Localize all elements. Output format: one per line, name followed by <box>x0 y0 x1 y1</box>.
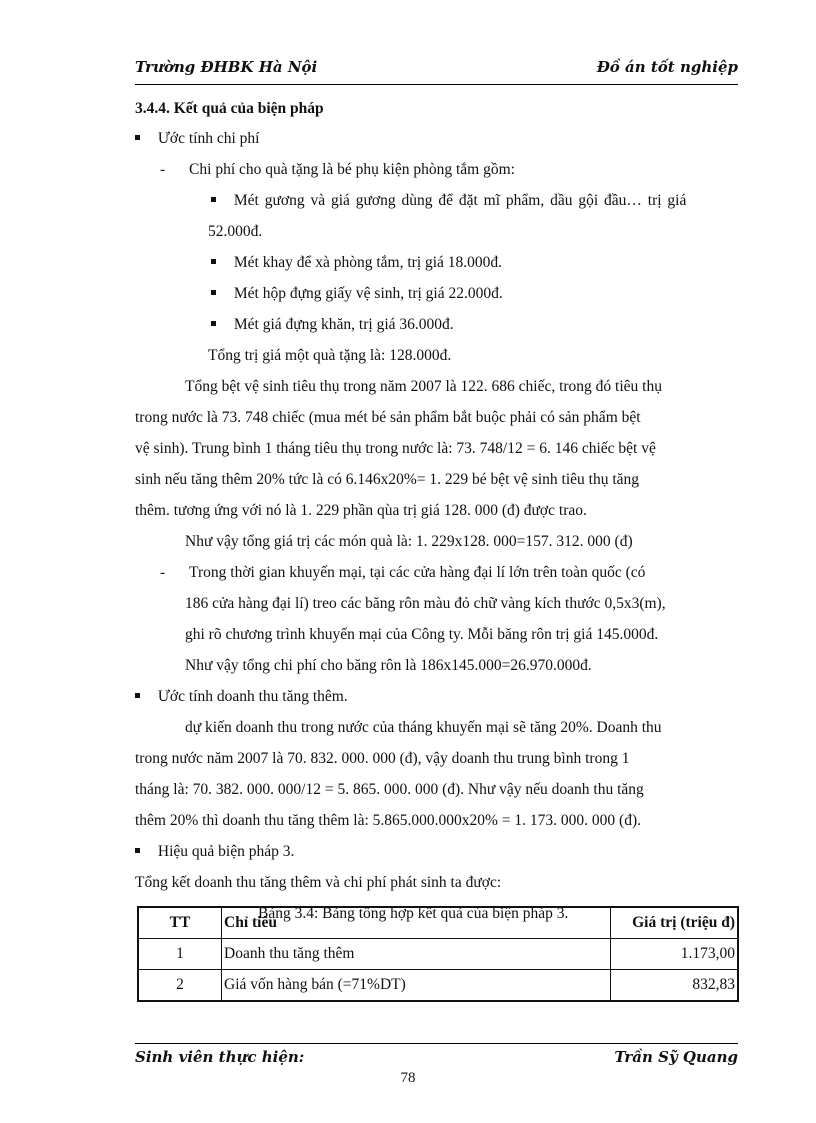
sub-item-tissue-box: Mét hộp đựng giấy vệ sinh, trị giá 22.000đ. <box>211 285 503 303</box>
dash-banner-line3: ghi rõ chương trình khuyến mại của Công ty. Mỗi băng rôn trị giá 145.000đ. <box>185 626 659 643</box>
para3-line4: thêm 20% thì doanh thu tăng thêm là: 5.865.000.000x20% = 1. 173. 000. 000 (đ). <box>135 812 641 829</box>
dash-gift-cost: - Chi phí cho quà tặng là bé phụ kiện phòng tắm gồm: <box>160 161 515 178</box>
para3-line3: tháng là: 70. 382. 000. 000/12 = 5. 865. 000. 000 (đ). Như vậy nếu doanh thu tăng <box>135 781 644 798</box>
dash-banner-line1: - Trong thời gian khuyến mại, tại các cửa hàng đại lí lớn trên toàn quốc (có <box>160 564 646 581</box>
table-row <box>138 970 738 1002</box>
dash-bullet-icon: - <box>160 161 166 178</box>
bullet-effectiveness: Hiệu quả biện pháp 3. <box>135 843 294 861</box>
bullet-cost: Ước tính chi phí <box>135 130 259 148</box>
square-bullet-icon <box>211 290 216 295</box>
square-bullet-icon <box>135 693 140 698</box>
summary-line: Tổng kết doanh thu tăng thêm và chi phí phát sinh ta được: <box>135 874 502 891</box>
page-number: 78 <box>400 1070 416 1086</box>
bullet-revenue: Ước tính doanh thu tăng thêm. <box>135 688 348 706</box>
para2-total-gift: Như vậy tổng giá trị các món quà là: 1. 229x128. 000=157. 312. 000 (đ) <box>185 533 633 550</box>
dash-banner-line2: 186 cửa hàng đại lí) treo các băng rôn màu đỏ chữ vàng kích thước 0,5x3(m), <box>185 595 666 612</box>
table-row <box>138 939 738 970</box>
para1-line5: thêm. tương ứng với nó là 1. 229 phần qùa trị giá 128. 000 (đ) được trao. <box>135 502 587 519</box>
dash-bullet-icon: - <box>160 564 166 581</box>
cell-value: 1.173,00 <box>611 939 739 970</box>
cell-tt: 2 <box>138 970 222 1002</box>
para3-line1: dự kiến doanh thu trong nước của tháng khuyến mại sẽ tăng 20%. Doanh thu <box>185 719 662 736</box>
header-value: Giá trị (triệu đ) <box>611 907 739 939</box>
cell-value: 832,83 <box>611 970 739 1002</box>
header-doc-type: Đồ án tốt nghiệp <box>596 58 738 76</box>
footer-student-name: Trần Sỹ Quang <box>614 1048 738 1066</box>
table-caption: Bảng 3.4: Bảng tổng hợp kết quả của biện pháp 3. <box>258 905 569 922</box>
para3-line2: trong nước năm 2007 là 70. 832. 000. 000 (đ), vậy doanh thu trung bình trong 1 <box>135 750 630 767</box>
para1-line2: trong nước là 73. 748 chiếc (mua mét bé sản phẩm bắt buộc phải có sản phẩm bệt <box>135 409 641 426</box>
page-footer <box>135 1043 738 1068</box>
sub-item-mirror-price: 52.000đ. <box>208 223 263 240</box>
total-gift-value: Tổng trị giá một quà tặng là: 128.000đ. <box>208 347 452 364</box>
cell-indicator: Doanh thu tăng thêm <box>222 939 611 970</box>
cell-tt: 1 <box>138 939 222 970</box>
sub-item-towel-rack: Mét giá đựng khăn, trị giá 36.000đ. <box>211 316 454 334</box>
sub-item-mirror: Mét gương và giá gương dùng để đặt mĩ phẩm, dầu gội đầu… trị giá <box>211 192 738 210</box>
para1-line1: Tổng bệt vệ sinh tiêu thụ trong năm 2007 là 122. 686 chiếc, trong đó tiêu thụ <box>185 378 662 395</box>
results-table <box>137 906 739 1002</box>
header-tt: TT <box>138 907 222 939</box>
header-indicator: Chỉ tiêu <box>222 907 611 939</box>
square-bullet-icon <box>211 259 216 264</box>
page-header <box>135 58 738 85</box>
sub-item-soap-tray: Mét khay để xà phòng tắm, trị giá 18.000đ. <box>211 254 502 272</box>
section-title: 3.4.4. Kết quả của biện pháp <box>135 100 324 117</box>
para1-line3: vệ sinh). Trung bình 1 tháng tiêu thụ trong nước là: 73. 748/12 = 6. 146 chiếc bệt vệ <box>135 440 656 457</box>
para1-line4: sinh nếu tăng thêm 20% tức là có 6.146x20%= 1. 229 bé bệt vệ sinh tiêu thụ tăng <box>135 471 640 488</box>
footer-student-label: Sinh viên thực hiện: <box>135 1048 305 1066</box>
square-bullet-icon <box>135 848 140 853</box>
header-school: Trường ĐHBK Hà Nội <box>135 58 318 76</box>
dash-banner-line4: Như vậy tổng chi phí cho băng rôn là 186x145.000=26.970.000đ. <box>185 657 592 674</box>
square-bullet-icon <box>211 321 216 326</box>
square-bullet-icon <box>211 197 216 202</box>
table-header-row <box>138 907 738 939</box>
cell-indicator: Giá vốn hàng bán (=71%DT) <box>222 970 611 1002</box>
square-bullet-icon <box>135 135 140 140</box>
